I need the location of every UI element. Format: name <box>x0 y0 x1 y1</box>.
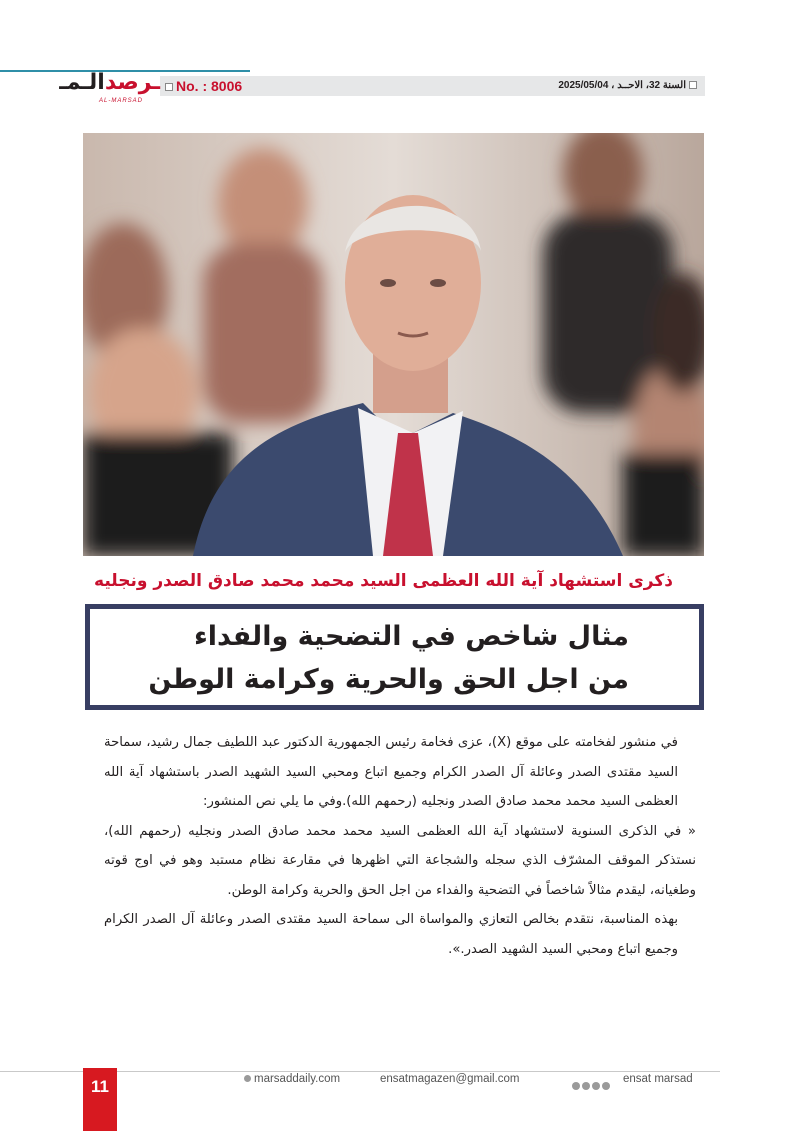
body-paragraph: « في الذكرى السنوية لاستشهاد آية الله العظمى السيد محمد محمد صادق الصدر ونجليه (رحمهم الله)، نستذكر الموقف المشرّف الذي سجله والشجاعة التي اظهرها في مقارعة نظام مستبد وهو في اوج قوته وطغيانه، ليقدم مثالاً شاخصاً في التضحية والفداء من اجل الحق والحرية وكرامة الوطن. <box>104 823 696 898</box>
youtube-icon[interactable] <box>602 1082 610 1090</box>
footer-email[interactable]: ensatmagazen@gmail.com <box>380 1073 520 1085</box>
page-number: 11 <box>91 1077 109 1096</box>
article-kicker: ذكرى استشهاد آية الله العظمى السيد محمد محمد صادق الصدر ونجليه <box>94 571 673 591</box>
logo-subtitle: AL-MARSAD <box>98 98 143 104</box>
headline-line-2: من اجل الحق والحرية وكرامة الوطن <box>148 664 629 695</box>
article-body <box>104 728 696 964</box>
issue-number: No. : 8006 <box>162 76 242 96</box>
portrait-photo-illustration <box>83 133 704 556</box>
publication-logo <box>59 70 160 104</box>
square-bullet-icon <box>689 81 697 89</box>
twitter-icon[interactable] <box>582 1082 590 1090</box>
globe-icon <box>244 1075 251 1082</box>
headline-box <box>85 604 704 710</box>
issue-date: السنة 32، الاحــد ، 2025/05/04 <box>558 76 700 96</box>
square-bullet-icon <box>165 83 173 91</box>
body-paragraph: بهذه المناسبة، نتقدم بخالص التعازي والمواساة الى سماحة السيد مقتدى الصدر وعائلة آل الصدر الكرام وجميع اتباع ومحبي السيد الشهيد الصدر.». <box>104 912 678 957</box>
facebook-icon[interactable] <box>572 1082 580 1090</box>
article-photo <box>83 133 704 556</box>
body-paragraph: في منشور لفخامته على موقع (X)، عزى فخامة رئيس الجمهورية الدكتور عبد اللطيف جمال رشيد، سماحة السيد مقتدى الصدر وعائلة آل الصدر الكرام وجميع اتباع ومحبي السيد الشهيد الصدر باستشهاد آية الله العظمى السيد محمد محمد صادق الصدر ونجليه (رحمهم الله).وفي ما يلي نص المنشور: <box>104 735 678 809</box>
footer-website[interactable]: marsaddaily.com <box>244 1072 340 1086</box>
headline-line-1: مثال شاخص في التضحية والفداء <box>193 621 629 652</box>
headline <box>148 615 629 701</box>
instagram-icon[interactable] <box>592 1082 600 1090</box>
social-icons <box>572 1075 612 1084</box>
logo-wordmark: ـرصدالـمـ <box>59 70 160 95</box>
footer-social-handle[interactable]: ensat marsad <box>623 1073 693 1085</box>
